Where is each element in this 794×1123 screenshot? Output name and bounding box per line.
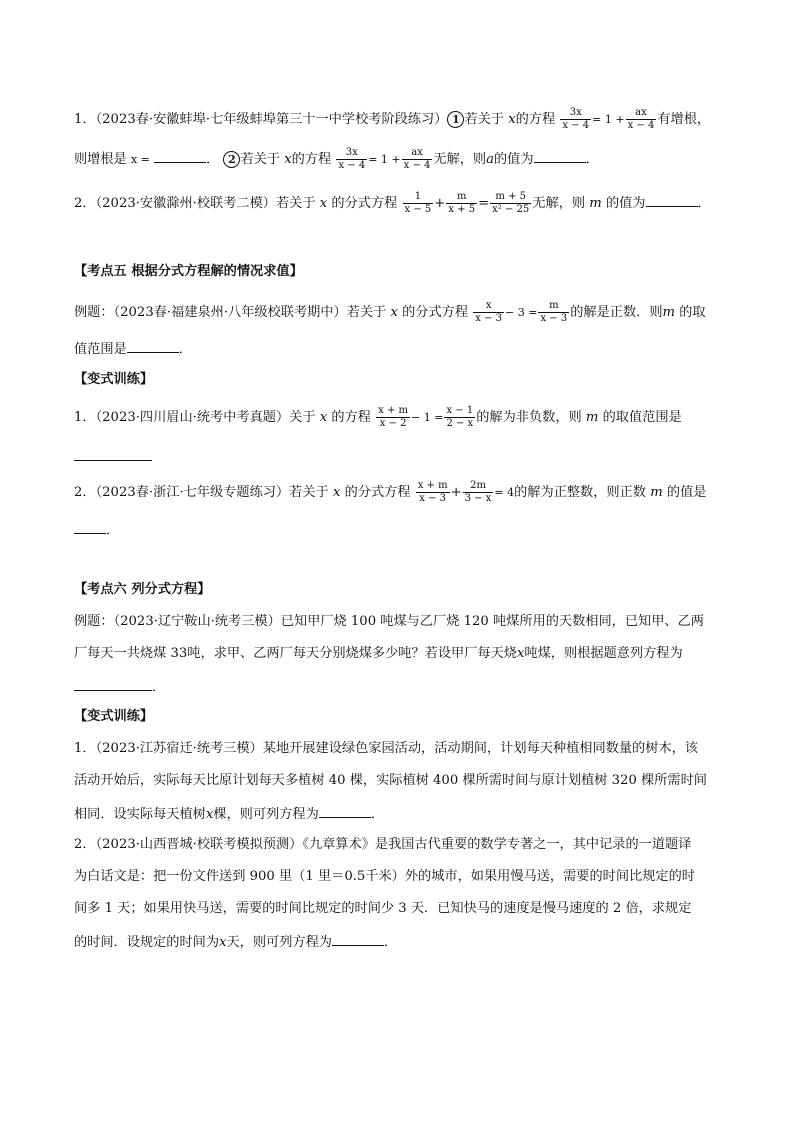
problem-1-source: 1．（2023春·安徽蚌埠·七年级蚌埠第三十一中学校考阶段练习） (74, 112, 448, 127)
fraction (416, 480, 450, 505)
denominator: x − 4 (627, 120, 655, 131)
text: 的值为 (605, 196, 646, 211)
var-x: x (219, 935, 227, 950)
text: 天，则可列方程为 (226, 935, 332, 950)
section-6-train-1-line-2: 活动开始后，实际每天比原计划每天多植树 40 棵，实际植树 400 棵所需时间与原计划植树 320 棵所需时间 (74, 773, 707, 788)
math-op: + (434, 196, 446, 211)
answer-blank[interactable] (534, 148, 586, 163)
denominator: 3 − x (464, 493, 492, 504)
text: 相同．设实际每天植树 (74, 807, 206, 822)
fraction (446, 191, 477, 216)
fraction (490, 191, 531, 216)
section-6-heading: 【考点六 列分式方程】 (74, 582, 211, 597)
numerator: 3x (336, 147, 367, 160)
answer-blank[interactable] (319, 803, 371, 818)
problem-1-line-2 (74, 147, 599, 172)
problem-1-line-1 (74, 107, 710, 132)
var-x: x (284, 152, 292, 167)
section-5-train-1-answer (74, 446, 152, 468)
text: 例题：（2023春·福建泉州·八年级校联考期中）若关于 (74, 305, 387, 320)
section-6-train-2-line-3: 间多 1 天；如果用快马送，需要的时间比规定的时间少 3 天．已知快马的速度是慢马速度的 2 倍，求规定 (74, 901, 692, 916)
problem-2-source: 2．（2023·安徽滁州·校联考二模）若关于 (74, 196, 316, 211)
problem-2 (74, 191, 711, 216)
answer-blank[interactable] (154, 148, 206, 163)
math-op: = 1 + (368, 153, 401, 166)
answer-blank[interactable] (74, 676, 152, 691)
text: ． (697, 196, 711, 211)
text: 的值为 (494, 152, 534, 167)
text: 的解是正数．则 (570, 305, 663, 320)
numerator: ax (402, 147, 433, 160)
text: ． (370, 807, 384, 822)
denominator: x − 3 (540, 313, 568, 324)
text: 无解，则 (532, 196, 586, 211)
numerator: m (446, 191, 477, 204)
var-a: a (486, 152, 494, 167)
text: ． (152, 680, 166, 695)
var-m: m (585, 410, 599, 425)
var-x: x (390, 305, 398, 320)
denominator: x − 5 (404, 204, 432, 215)
numerator: 2m (463, 480, 494, 493)
answer-blank[interactable] (332, 931, 384, 946)
section-6-train-1-line-1: 1．（2023·江苏宿迁·统考三模）某地开展建设绿色家园活动，活动期间，计划每天种植相同数量的树木，该 (74, 741, 698, 756)
fraction (463, 480, 494, 505)
denominator: x − 3 (475, 313, 503, 324)
text: 的取值范围是 (602, 410, 682, 425)
text: 2．（2023春·浙江·七年级专题练习）若关于 (74, 485, 329, 500)
numerator: ax (626, 107, 657, 120)
text: 的方程 (291, 152, 332, 167)
answer-blank[interactable] (74, 519, 106, 534)
text: 的值是 (666, 485, 707, 500)
section-6-example-line-1: 例题：（2023·辽宁鞍山·统考三模）已知甲厂烧 100 吨煤与乙厂烧 120 吨煤所用的天数相同，已知甲、乙两 (74, 614, 704, 629)
text: 吨煤，则根据题意列方程为 (524, 646, 683, 661)
text: ． (178, 342, 192, 357)
text: 的取 (679, 305, 706, 320)
section-5-train-heading: 【变式训练】 (74, 372, 154, 387)
fraction (444, 405, 475, 430)
var-m: m (589, 196, 602, 211)
text: 的分式方程 (331, 196, 398, 211)
section-6-train-2-line-4 (74, 931, 397, 953)
fraction (402, 147, 433, 172)
section-6-train-heading: 【变式训练】 (74, 709, 154, 724)
section-5-train-2-answer (74, 519, 119, 541)
math-op: − 1 = (411, 411, 444, 424)
denominator: x − 4 (338, 160, 366, 171)
fraction (336, 147, 367, 172)
text: ． (585, 152, 599, 167)
fraction (560, 107, 591, 132)
text: ． (384, 935, 398, 950)
section-6-train-1-line-3 (74, 803, 384, 825)
text: 的分式方程 (344, 485, 411, 500)
text: 的解为非负数，则 (476, 410, 582, 425)
numerator: 1 (403, 191, 434, 204)
numerator: x + m (417, 480, 448, 491)
section-6-train-2-line-2: 为白话文是：把一份文件送到 900 里（1 里＝0.5千米）外的城市，如果用慢马送，需要的时间比规定的时 (74, 869, 695, 884)
text: ． (106, 523, 120, 538)
text: 的解为正整数，则正数 (514, 485, 646, 500)
text: 的方程 (515, 112, 556, 127)
answer-blank[interactable] (74, 446, 152, 461)
denominator: x − 3 (419, 493, 447, 504)
math-op: + (450, 485, 462, 500)
numerator: x − 1 (446, 405, 474, 416)
var-m: m (662, 305, 676, 320)
text: 厂每天一共烧煤 33吨，求甲、乙两厂每天分别烧煤多少吨？若设甲厂每天烧 (74, 646, 517, 661)
section-6-example-line-2 (74, 644, 683, 664)
section-5-example-line-1 (74, 300, 706, 325)
math-op: − 3 = (505, 306, 538, 319)
fraction (473, 300, 504, 325)
section-6-train-2-line-1: 2．（2023·山西晋城·校联考模拟预测）《九章算术》是我国古代重要的数学专著之一，其中记录的一道题译 (74, 837, 692, 852)
var-m: m (650, 485, 663, 500)
text: ． (206, 152, 220, 167)
numerator: m + 5 (490, 191, 531, 204)
var-x: x (319, 410, 328, 425)
numerator: x (473, 300, 504, 313)
math-op: x = (130, 153, 150, 166)
text: 1．（2023·四川眉山·统考中考真题）关于 (74, 410, 316, 425)
denominator: 2 − x (446, 418, 474, 429)
math-op: = 1 + (592, 113, 625, 126)
fraction (538, 300, 569, 325)
circled-number-1: 1 (447, 111, 464, 128)
section-5-heading: 【考点五 根据分式方程解的情况求值】 (74, 264, 303, 279)
text: 有增根， (657, 112, 711, 127)
section-6-example-line-3 (74, 676, 165, 698)
text: 无解，则 (433, 152, 487, 167)
section-5-example-line-2 (74, 338, 192, 360)
circled-number-2: 2 (223, 151, 240, 168)
answer-blank[interactable] (127, 338, 179, 353)
math-op: = (478, 196, 490, 211)
denominator: x − 4 (562, 120, 590, 131)
denominator: x² − 25 (492, 204, 530, 215)
numerator: m (538, 300, 569, 313)
text: 若关于 (464, 112, 504, 127)
text: 的方程 (331, 410, 371, 425)
denominator: x + 5 (448, 204, 476, 215)
text: 的时间．设规定的时间为 (74, 935, 220, 950)
var-x: x (205, 807, 214, 822)
var-x: x (516, 646, 525, 661)
denominator: x − 4 (403, 160, 431, 171)
section-5-train-2 (74, 480, 706, 505)
text: 的分式方程 (402, 305, 469, 320)
text: 若关于 (240, 152, 281, 167)
text: 值范围是 (74, 342, 127, 357)
var-x: x (332, 485, 341, 500)
numerator: 3x (560, 107, 591, 120)
var-x: x (319, 196, 328, 211)
var-x: x (508, 112, 516, 127)
text: 则增根是 (74, 152, 127, 167)
numerator: x + m (378, 405, 409, 416)
section-5-train-1 (74, 405, 682, 430)
math-op: = 4 (494, 486, 515, 499)
text: 棵，则可列方程为 (213, 807, 319, 822)
fraction (403, 191, 434, 216)
fraction (376, 405, 410, 430)
answer-blank[interactable] (646, 192, 698, 207)
denominator: x − 2 (379, 418, 407, 429)
fraction (626, 107, 657, 132)
